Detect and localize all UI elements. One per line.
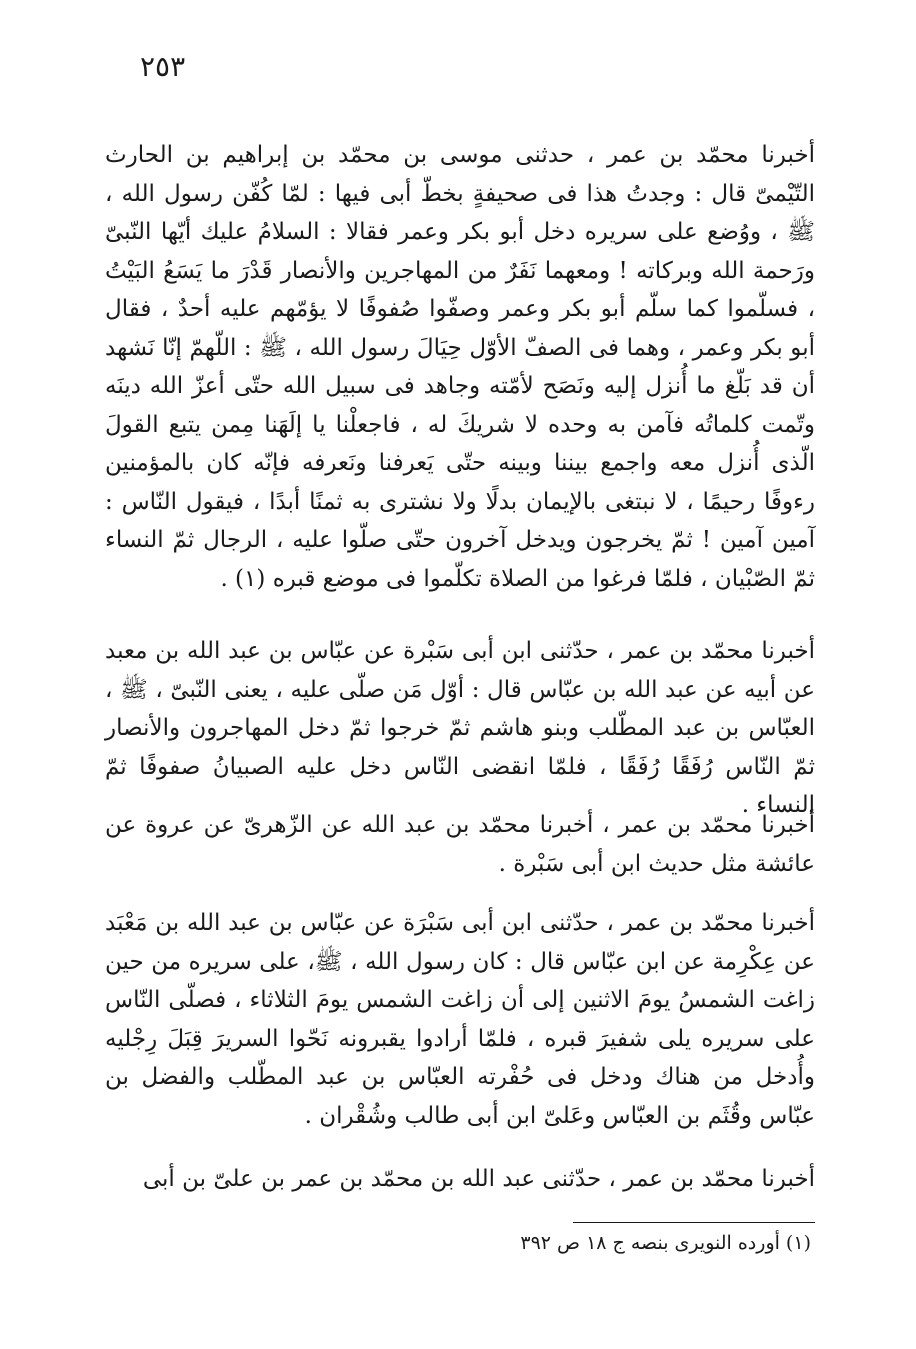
paragraph-4: أخبرنا محمّد بن عمر ، حدّثنى ابن أبى سَبْرَة عن عبّاس بن عبد الله بن مَعْبَد عن عِكْرِمة عن ابن عبّاس قال : كان رسول الله ، ﷺ، على سريره من حين زاغت الشمسُ يومَ الاثنين إلى أن زاغت الشمس يومَ الثلاثاء ، فصلّى النّاس على سريره يلى شفيرَ قبره ، فلمّا أرادوا يقبرونه نَحّوا السريرَ قِبَلَ رِجْليه وأُدخل من هناك ودخل فى حُفْرته العبّاس بن عبد المطّلب والفضل بن عبّاس وقُثَم بن العبّاس وعَلىّ ابن أبى طالب وشُقْران .: [105, 910, 815, 1129]
page-number: ٢٥٣: [140, 50, 186, 83]
footnote-divider: [573, 1222, 815, 1223]
paragraph-2: أخبرنا محمّد بن عمر ، حدّثنى ابن أبى سَبْرة عن عبّاس بن عبد الله بن معبد عن أبيه عن عبد الله بن عبّاس قال : أوّل مَن صلّى عليه ، يعنى النّبىّ ، ﷺ ، العبّاس بن عبد المطّلب وبنو هاشم ثمّ خرجوا ثمّ دخل المهاجرون والأنصار ثمّ النّاس رُفَقًا رُفَقًا ، فلمّا انقضى النّاس دخل عليه الصبيانُ صفوفًا ثمّ النساء .: [105, 638, 815, 818]
paragraph-1: أخبرنا محمّد بن عمر ، حدثنى موسى بن محمّد بن إبراهيم بن الحارث التّيْمىّ قال : وجدتُ هذا فى صحيفةٍ بخطّ أبى فيها : لمّا كُفّن رسول الله ، ﷺ ، ووُضع على سريره دخل أبو بكر وعمر فقالا : السلامُ عليك أيّها النّبىّ ورَحمة الله وبركاته ! ومعهما نَفَرٌ من المهاجرين والأنصار قَدْرَ ما يَسَعُ البَيْتُ ، فسلّموا كما سلّم أبو بكر وعمر وصفّوا صُفوفًا لا يؤمّهم عليه أحدٌ ، فقال أبو بكر وعمر ، وهما فى الصفّ الأوّل حِيَالَ رسول الله ، ﷺ : اللّهمّ إنّا نَشهد أن قد بَلّغ ما أُنزل إليه ونَصَح لأمّته وجاهد فى سبيل الله حتّى أعزّ الله دينَه وتّمت كلماتُه فآمن به وحده لا شريكَ له ، فاجعلْنا يا إلَهَنا مِمن يتبع القولَ الّذى أُنزل معه واجمع بيننا وبينه حتّى يَعرفنا ونَعرفه فإنّه كان بالمؤمنين رءوفًا رحيمًا ، لا نبتغى بالإيمان بدلًا ولا نشترى به ثمنًا أبدًا ، فيقول النّاس : آمين آمين ! ثمّ يخرجون ويدخل آخرون حتّى صلّوا عليه ، الرجال ثمّ النساء ثمّ الصّبْيان ، فلمّا فرغوا من الصلاة تكلّموا فى موضع قبره (١) .: [105, 142, 815, 592]
footnote: (١) أورده النويرى بنصه ج ١٨ ص ٣٩٢: [520, 1232, 811, 1254]
paragraph-3: أخبرنا محمّد بن عمر ، أخبرنا محمّد بن عبد الله عن الزّهرىّ عن عروة عن عائشة مثل حديث ابن أبى سَبْرة .: [105, 812, 815, 877]
paragraph-5: أخبرنا محمّد بن عمر ، حدّثنى عبد الله بن محمّد بن عمر بن علىّ بن أبى: [142, 1166, 815, 1192]
